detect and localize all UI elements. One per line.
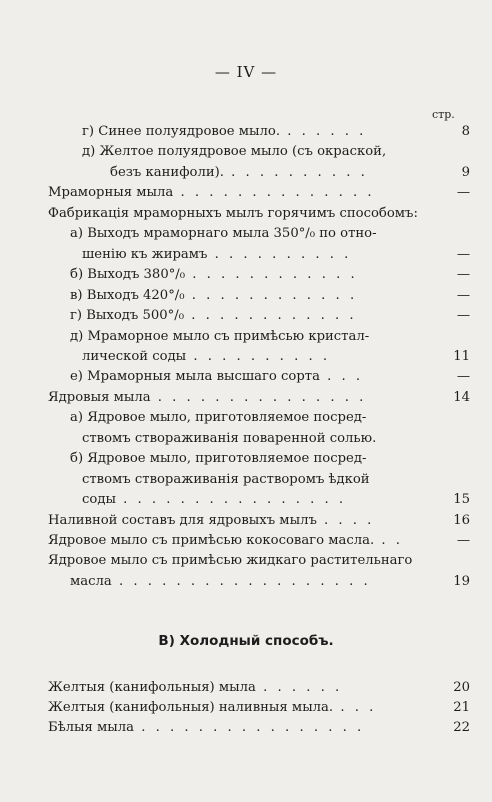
toc-page-number: 8 (461, 124, 470, 139)
page-number-header: — IV — (214, 63, 278, 81)
toc-entry-title: лической соды (82, 348, 187, 364)
toc-leader-dots: . . (374, 533, 403, 548)
toc-entry-title: безъ канифоли). (110, 164, 224, 180)
toc-page-number: 9 (461, 164, 470, 180)
toc-entry-title: Ядровое мыло съ примѣсью жидкаго растительнаго (48, 553, 413, 569)
toc-entry (70, 308, 357, 324)
toc-entry (70, 410, 366, 426)
toc-page-number: 22 (453, 720, 470, 735)
toc-entry (70, 267, 358, 283)
toc-entry (82, 247, 351, 263)
toc-entry-title: ствомъ створаживанія поваренной солью. (82, 430, 377, 446)
toc-entry-title: Мраморныя мыла (48, 185, 174, 201)
toc-leader-dots: . . . . . . . . . . . . (184, 287, 358, 303)
toc-entry (82, 124, 366, 140)
toc-entry (82, 431, 376, 447)
toc-leader-dots: . . . . . . . . . . . . . . . . (134, 720, 365, 735)
toc-page-number: 20 (453, 680, 470, 695)
toc-entry (70, 329, 369, 345)
toc-entry-title: а) Ядровое мыло, приготовляемое посред- (70, 410, 367, 426)
toc-entry-title: б) Выходъ 380°/₀ (70, 267, 186, 283)
toc-entry (82, 349, 330, 365)
toc-entry (48, 553, 412, 569)
toc-leader-dots: . . . . . . . . . . (207, 246, 352, 262)
toc-leader-dots: . . . (319, 369, 364, 385)
page-column-label: стр. (432, 108, 455, 121)
toc-leader-dots: . . . . . . . . . . . . (184, 308, 357, 324)
toc-leader-dots: . . . . . . . . . . . . . . . . (115, 492, 347, 508)
toc-entry-title: Ядровыя мыла (48, 389, 151, 405)
toc-leader-dots: . . . (333, 700, 377, 715)
toc-entry (48, 680, 342, 696)
toc-page-number: — (456, 287, 470, 303)
toc-entry-title: масла (70, 573, 112, 589)
toc-page-number: 19 (453, 573, 470, 589)
toc-page-number: 11 (453, 348, 470, 364)
toc-leader-dots: . . . . . . (255, 680, 343, 695)
toc-leader-dots: . . . . . . . . . . . . (185, 267, 358, 283)
toc-entry-title: соды (82, 492, 116, 508)
toc-leader-dots: . . . . . . . . . . . . . . . . . . (111, 573, 371, 589)
toc-entry-title: е) Мраморныя мыла высшаго сорта (70, 369, 320, 385)
section-heading-cold-method: В) Холодный способъ. (158, 633, 334, 649)
toc-entry (48, 533, 403, 549)
toc-leader-dots: . . . . . . . . . . (223, 164, 368, 180)
toc-entry-title: Желтыя (канифольныя) наливныя мыла. (48, 700, 334, 715)
toc-entry-title: шенію къ жирамъ (82, 246, 208, 262)
toc-leader-dots: . . . . (316, 512, 375, 528)
toc-entry-title: д) Желтое полуядровое мыло (съ окраской, (82, 144, 387, 160)
toc-entry-title: д) Мраморное мыло съ примѣсью кристал- (70, 328, 370, 344)
toc-entry-title: Желтыя (канифольныя) мыла (48, 680, 256, 695)
toc-entry-title: в) Выходъ 420°/₀ (70, 287, 185, 303)
toc-entry-title: Ядровое мыло съ примѣсью кокосоваго масла. (48, 533, 375, 548)
toc-page-number: — (456, 308, 470, 324)
toc-page-number: — (456, 267, 470, 283)
toc-page-number: 16 (453, 512, 470, 528)
toc-leader-dots: . . . . . . . . . . . . . . . (150, 389, 367, 405)
toc-entry (82, 144, 386, 160)
toc-entry-title: Наливной составъ для ядровыхъ мылъ (48, 512, 317, 528)
toc-entry-title: г) Синее полуядровое мыло. (82, 124, 281, 139)
toc-entry (48, 206, 418, 222)
toc-page-number: — (456, 185, 470, 201)
toc-entry (70, 226, 377, 242)
toc-entry (48, 513, 374, 529)
toc-entry-title: б) Ядровое мыло, приготовляемое посред- (70, 451, 367, 467)
toc-entry (70, 288, 357, 304)
toc-entry (70, 369, 363, 385)
toc-entry (70, 451, 366, 467)
toc-entry (70, 574, 371, 590)
toc-entry (48, 390, 366, 406)
toc-page-number: 15 (453, 492, 470, 508)
toc-leader-dots: . . . . . . (280, 124, 367, 139)
toc-page-number: — (456, 533, 470, 548)
toc-entry (110, 165, 368, 181)
toc-entry (82, 472, 370, 488)
toc-entry (48, 185, 375, 201)
toc-page-number: — (456, 246, 470, 262)
toc-page-number: 14 (453, 389, 470, 405)
toc-entry-title: Фабрикація мраморныхъ мылъ горячимъ способомъ: (48, 205, 418, 221)
toc-entry-title: ствомъ створаживанія растворомъ ѣдкой (82, 471, 370, 487)
toc-entry-title: а) Выходъ мраморнаго мыла 350°/₀ по отно- (70, 226, 377, 242)
toc-entry (48, 700, 376, 716)
toc-page-number: — (456, 369, 470, 385)
toc-leader-dots: . . . . . . . . . . (186, 348, 331, 364)
toc-entry (48, 720, 364, 736)
toc-entry-title: Бѣлыя мыла (48, 720, 135, 735)
toc-entry (82, 492, 346, 508)
toc-leader-dots: . . . . . . . . . . . . . . (173, 185, 375, 201)
toc-page-number: 21 (453, 700, 470, 715)
toc-entry-title: г) Выходъ 500°/₀ (70, 308, 185, 324)
